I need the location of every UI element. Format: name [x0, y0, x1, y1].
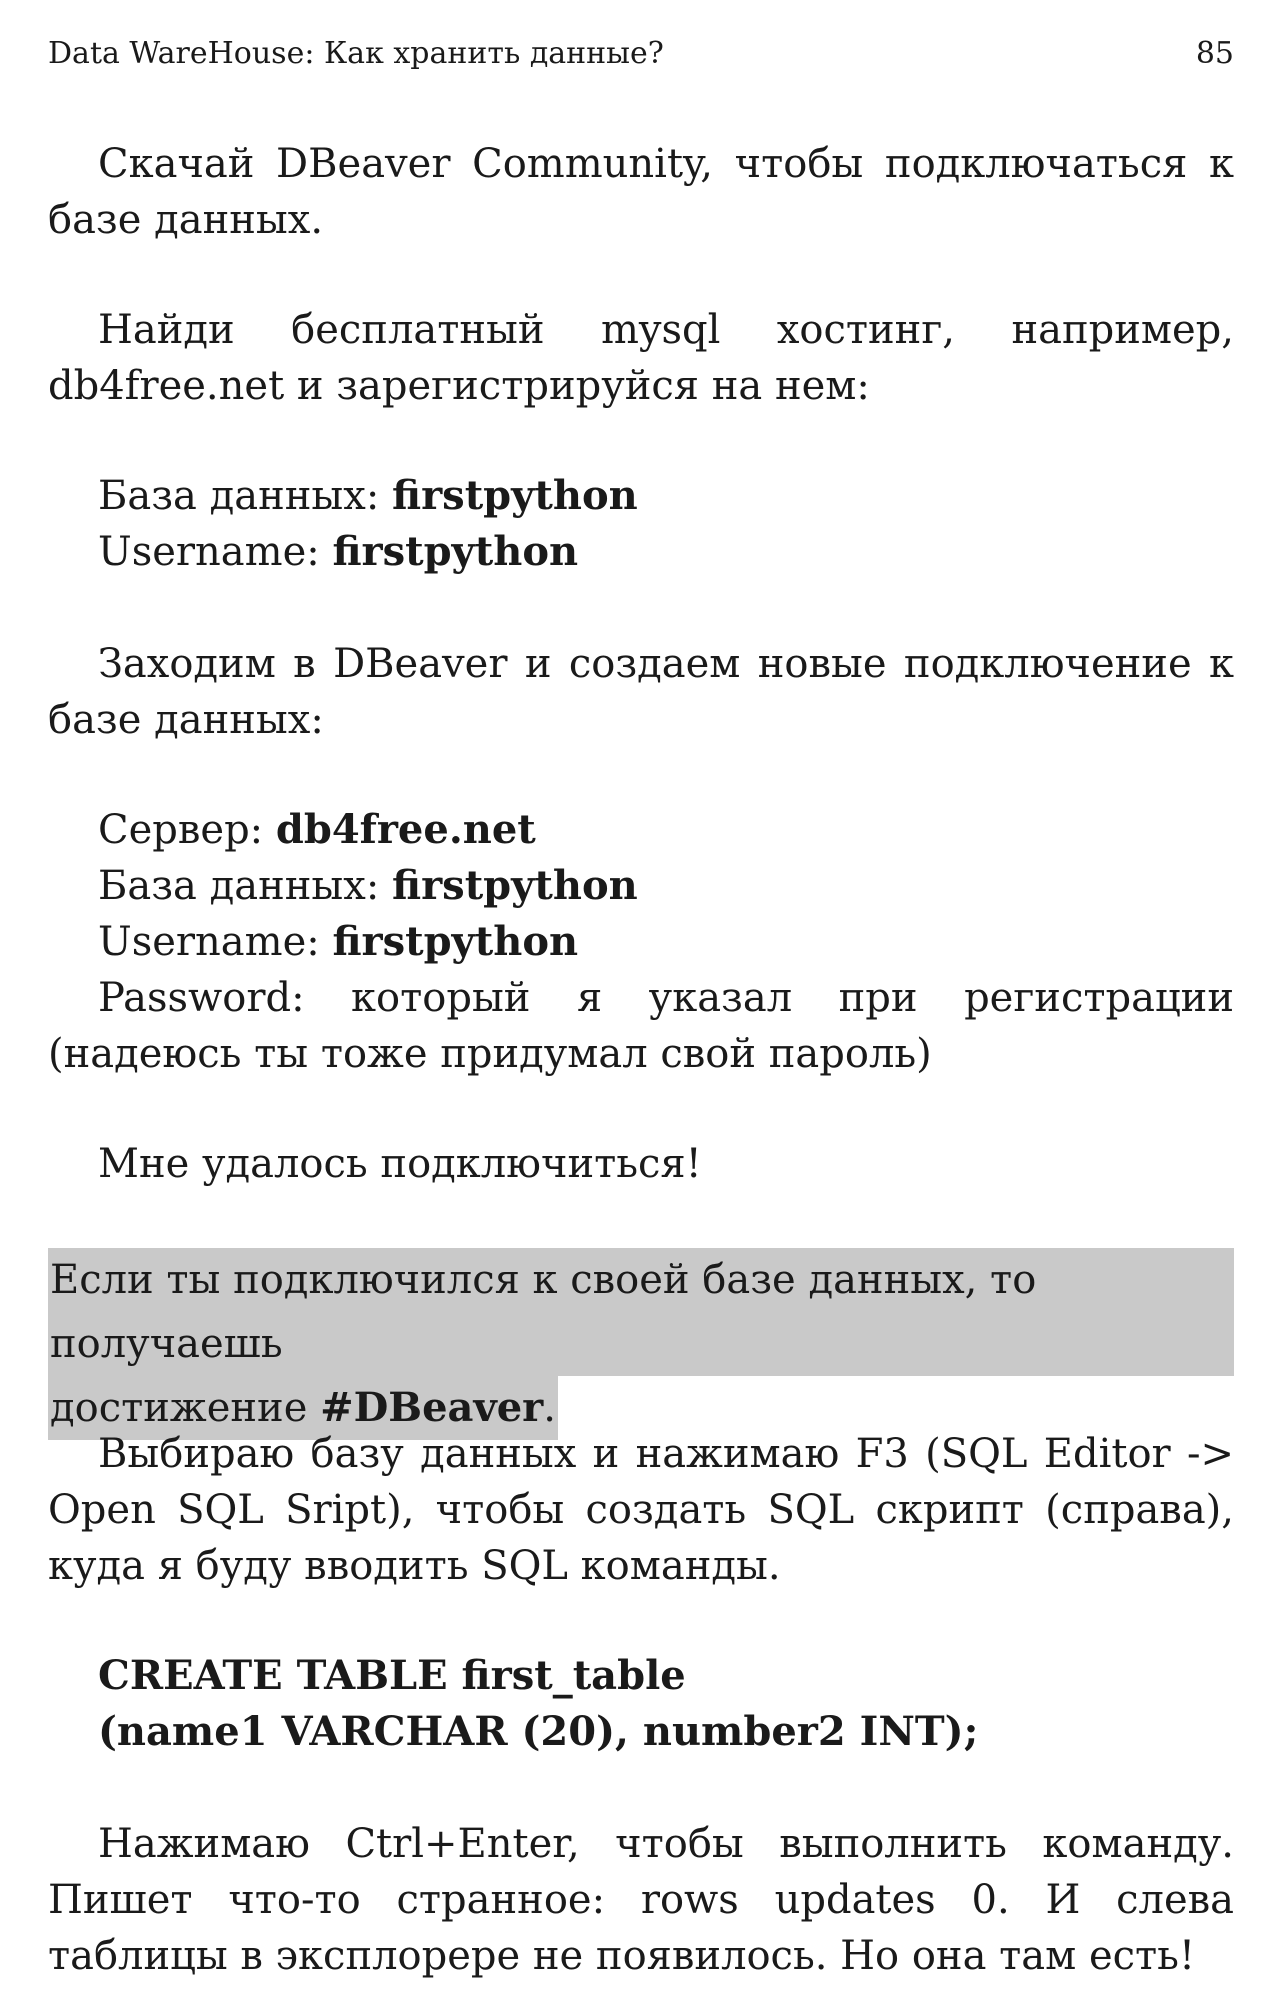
achievement-line: достижение #DBeaver. [48, 1376, 558, 1440]
credential-value: firstpython [332, 528, 579, 575]
paragraph-download-dbeaver: Скачай DBeaver Community, чтобы подключаться к базе данных. [48, 141, 1234, 243]
paragraph-open-sql-editor: Выбираю базу данных и нажимаю F3 (SQL Editor -> Open SQL Sript), чтобы создать SQL скрипт (справа), куда я буду вводить SQL команды. [48, 1431, 1234, 1589]
code-line: CREATE TABLE first_table [98, 1652, 686, 1699]
setting-value: firstpython [332, 918, 579, 965]
paragraph-find-hosting: Найди бесплатный mysql хостинг, например, db4free.net и зарегистрируйся на нем: [48, 307, 1234, 409]
paragraph-connected: Мне удалось подключиться! [98, 1141, 702, 1187]
setting-value: firstpython [392, 862, 638, 909]
chapter-title: Data WareHouse: Как хранить данные? [48, 36, 664, 71]
credential-line: Username: firstpython [98, 528, 579, 575]
page-number: 85 [1195, 36, 1234, 71]
running-header [48, 34, 1234, 74]
achievement-badge: #DBeaver [320, 1384, 544, 1431]
setting-line: Сервер: db4free.net [98, 806, 536, 853]
paragraph-password: Password: который я указал при регистрации (надеюсь ты тоже придумал свой пароль) [48, 975, 1234, 1077]
connection-settings [98, 802, 1234, 970]
setting-line: База данных: firstpython [98, 862, 638, 909]
paragraph-connect-dbeaver: Заходим в DBeaver и создаем новые подключение к базе данных: [48, 641, 1234, 743]
setting-value: db4free.net [275, 806, 536, 853]
sql-code-block [98, 1648, 978, 1760]
credential-line: База данных: firstpython [98, 472, 638, 519]
paragraph-execute-command: Нажимаю Ctrl+Enter, чтобы выполнить команду. Пишет что-то странное: rows updates 0. И слева таблицы в эксплорере не появилось. Но она там есть! [48, 1821, 1234, 1979]
credential-value: firstpython [392, 472, 638, 519]
achievement-callout [48, 1248, 1234, 1440]
setting-line: Username: firstpython [98, 918, 579, 965]
code-line: (name1 VARCHAR (20), number2 INT); [98, 1708, 979, 1755]
achievement-line: Если ты подключился к своей базе данных, то получаешь [48, 1248, 1234, 1376]
hosting-credentials [98, 468, 1234, 580]
